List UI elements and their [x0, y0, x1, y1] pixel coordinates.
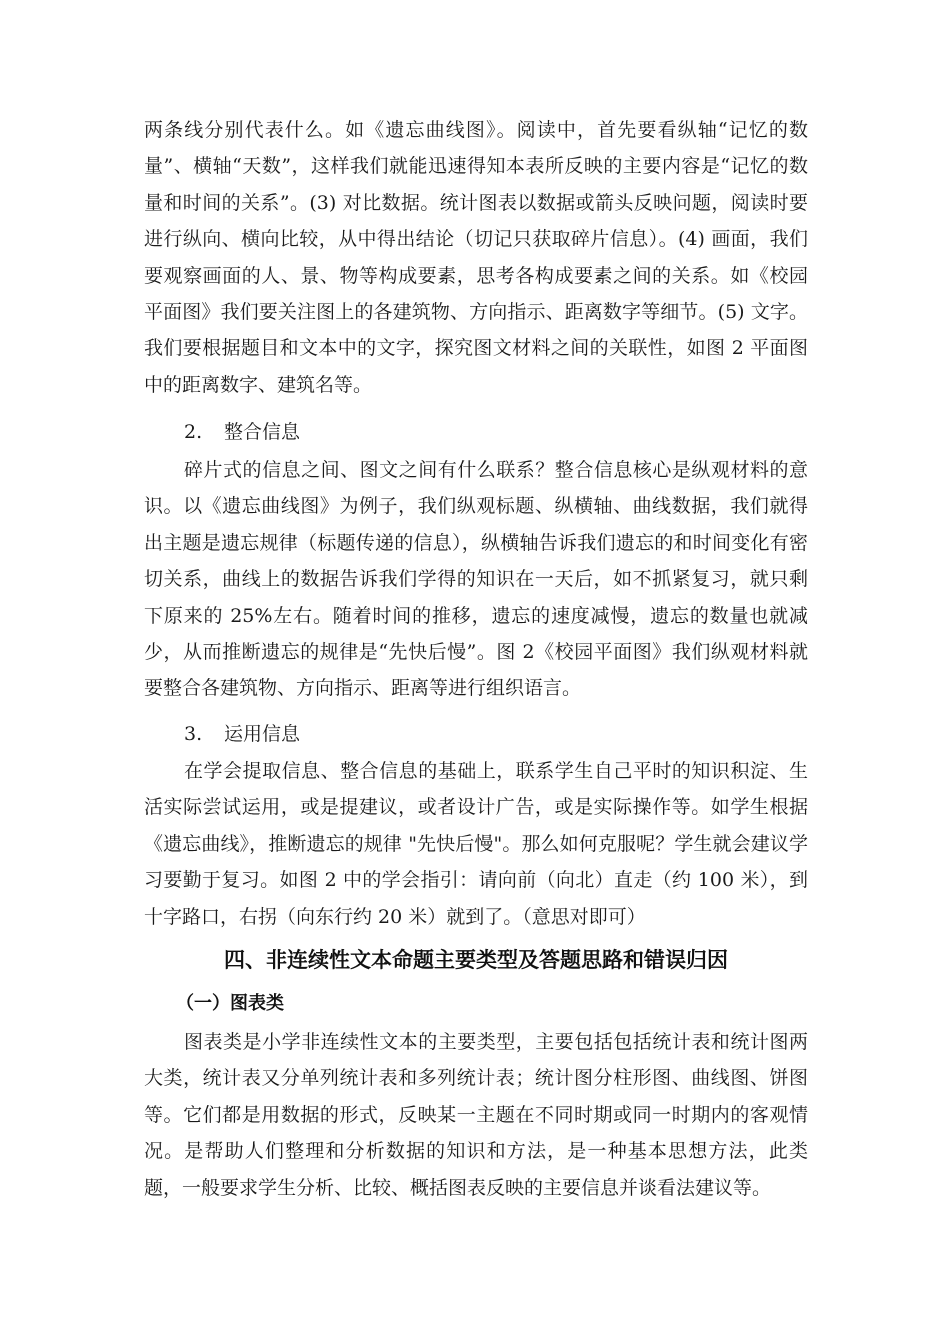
heading-label: 运用信息: [224, 723, 301, 745]
heading-number: 2.: [184, 421, 203, 443]
subsection-title: （一）图表类: [176, 993, 284, 1014]
section-title: 四、非连续性文本命题主要类型及答题思路和错误归因: [224, 948, 728, 972]
paragraph-reading-charts: 两条线分别代表什么。如《遗忘曲线图》。阅读中，首先要看纵轴“记忆的数量”、横轴“天数”，这样我们就能迅速得知本表所反映的主要内容是“记忆的数量和时间的关系”。(3) 对比数据。统计图表以数据或箭头反映问题，阅读时要进行纵向、横向比较，从中得出结论（切记只获取碎片信息）。(4) 画面，我们要观察画面的人、景、物等构成要素，思考各构成要素之间的关系。如《校园平面图》我们要关注图上的各建筑物、方向指示、距离数字等细节。(5) 文字。我们要根据题目和文本中的文字，探究图文材料之间的关联性，如图 2 平面图中的距离数字、建筑名等。: [144, 119, 808, 396]
heading-integrate-info: [184, 414, 300, 450]
paragraph-apply-info: 在学会提取信息、整合信息的基础上，联系学生自己平时的知识积淀、生活实际尝试运用，或是提建议，或者设计广告，或是实际操作等。如学生根据《遗忘曲线》，推断遗忘的规律 "先快后慢"。那么如何克服呢？学生就会建议学习要勤于复习。如图 2 中的学会指引：请向前（向北）直走（约 100 米），到十字路口，右拐（向东行约 20 米）就到了。（意思对即可）: [144, 760, 808, 928]
heading-apply-info: [184, 716, 300, 752]
paragraph-integrate-info: 碎片式的信息之间、图文之间有什么联系？整合信息核心是纵观材料的意识。以《遗忘曲线图》为例子，我们纵观标题、纵横轴、曲线数据，我们就得出主题是遗忘规律（标题传递的信息），纵横轴告诉我们遗忘的和时间变化有密切关系，曲线上的数据告诉我们学得的知识在一天后，如不抓紧复习，就只剩下原来的 25%左右。随着时间的推移，遗忘的速度减慢，遗忘的数量也就减少，从而推断遗忘的规律是“先快后慢”。图 2《校园平面图》我们纵观材料就要整合各建筑物、方向指示、距离等进行组织语言。: [144, 459, 808, 700]
heading-number: 3.: [184, 723, 203, 745]
paragraph-chart-type: 图表类是小学非连续性文本的主要类型，主要包括包括统计表和统计图两大类，统计表又分单列统计表和多列统计表；统计图分柱形图、曲线图、饼图等。它们都是用数据的形式，反映某一主题在不同时期或同一时期内的客观情况。是帮助人们整理和分析数据的知识和方法，是一种基本思想方法，此类题，一般要求学生分析、比较、概括图表反映的主要信息并谈看法建议等。: [144, 1031, 808, 1199]
heading-label: 整合信息: [224, 421, 301, 443]
